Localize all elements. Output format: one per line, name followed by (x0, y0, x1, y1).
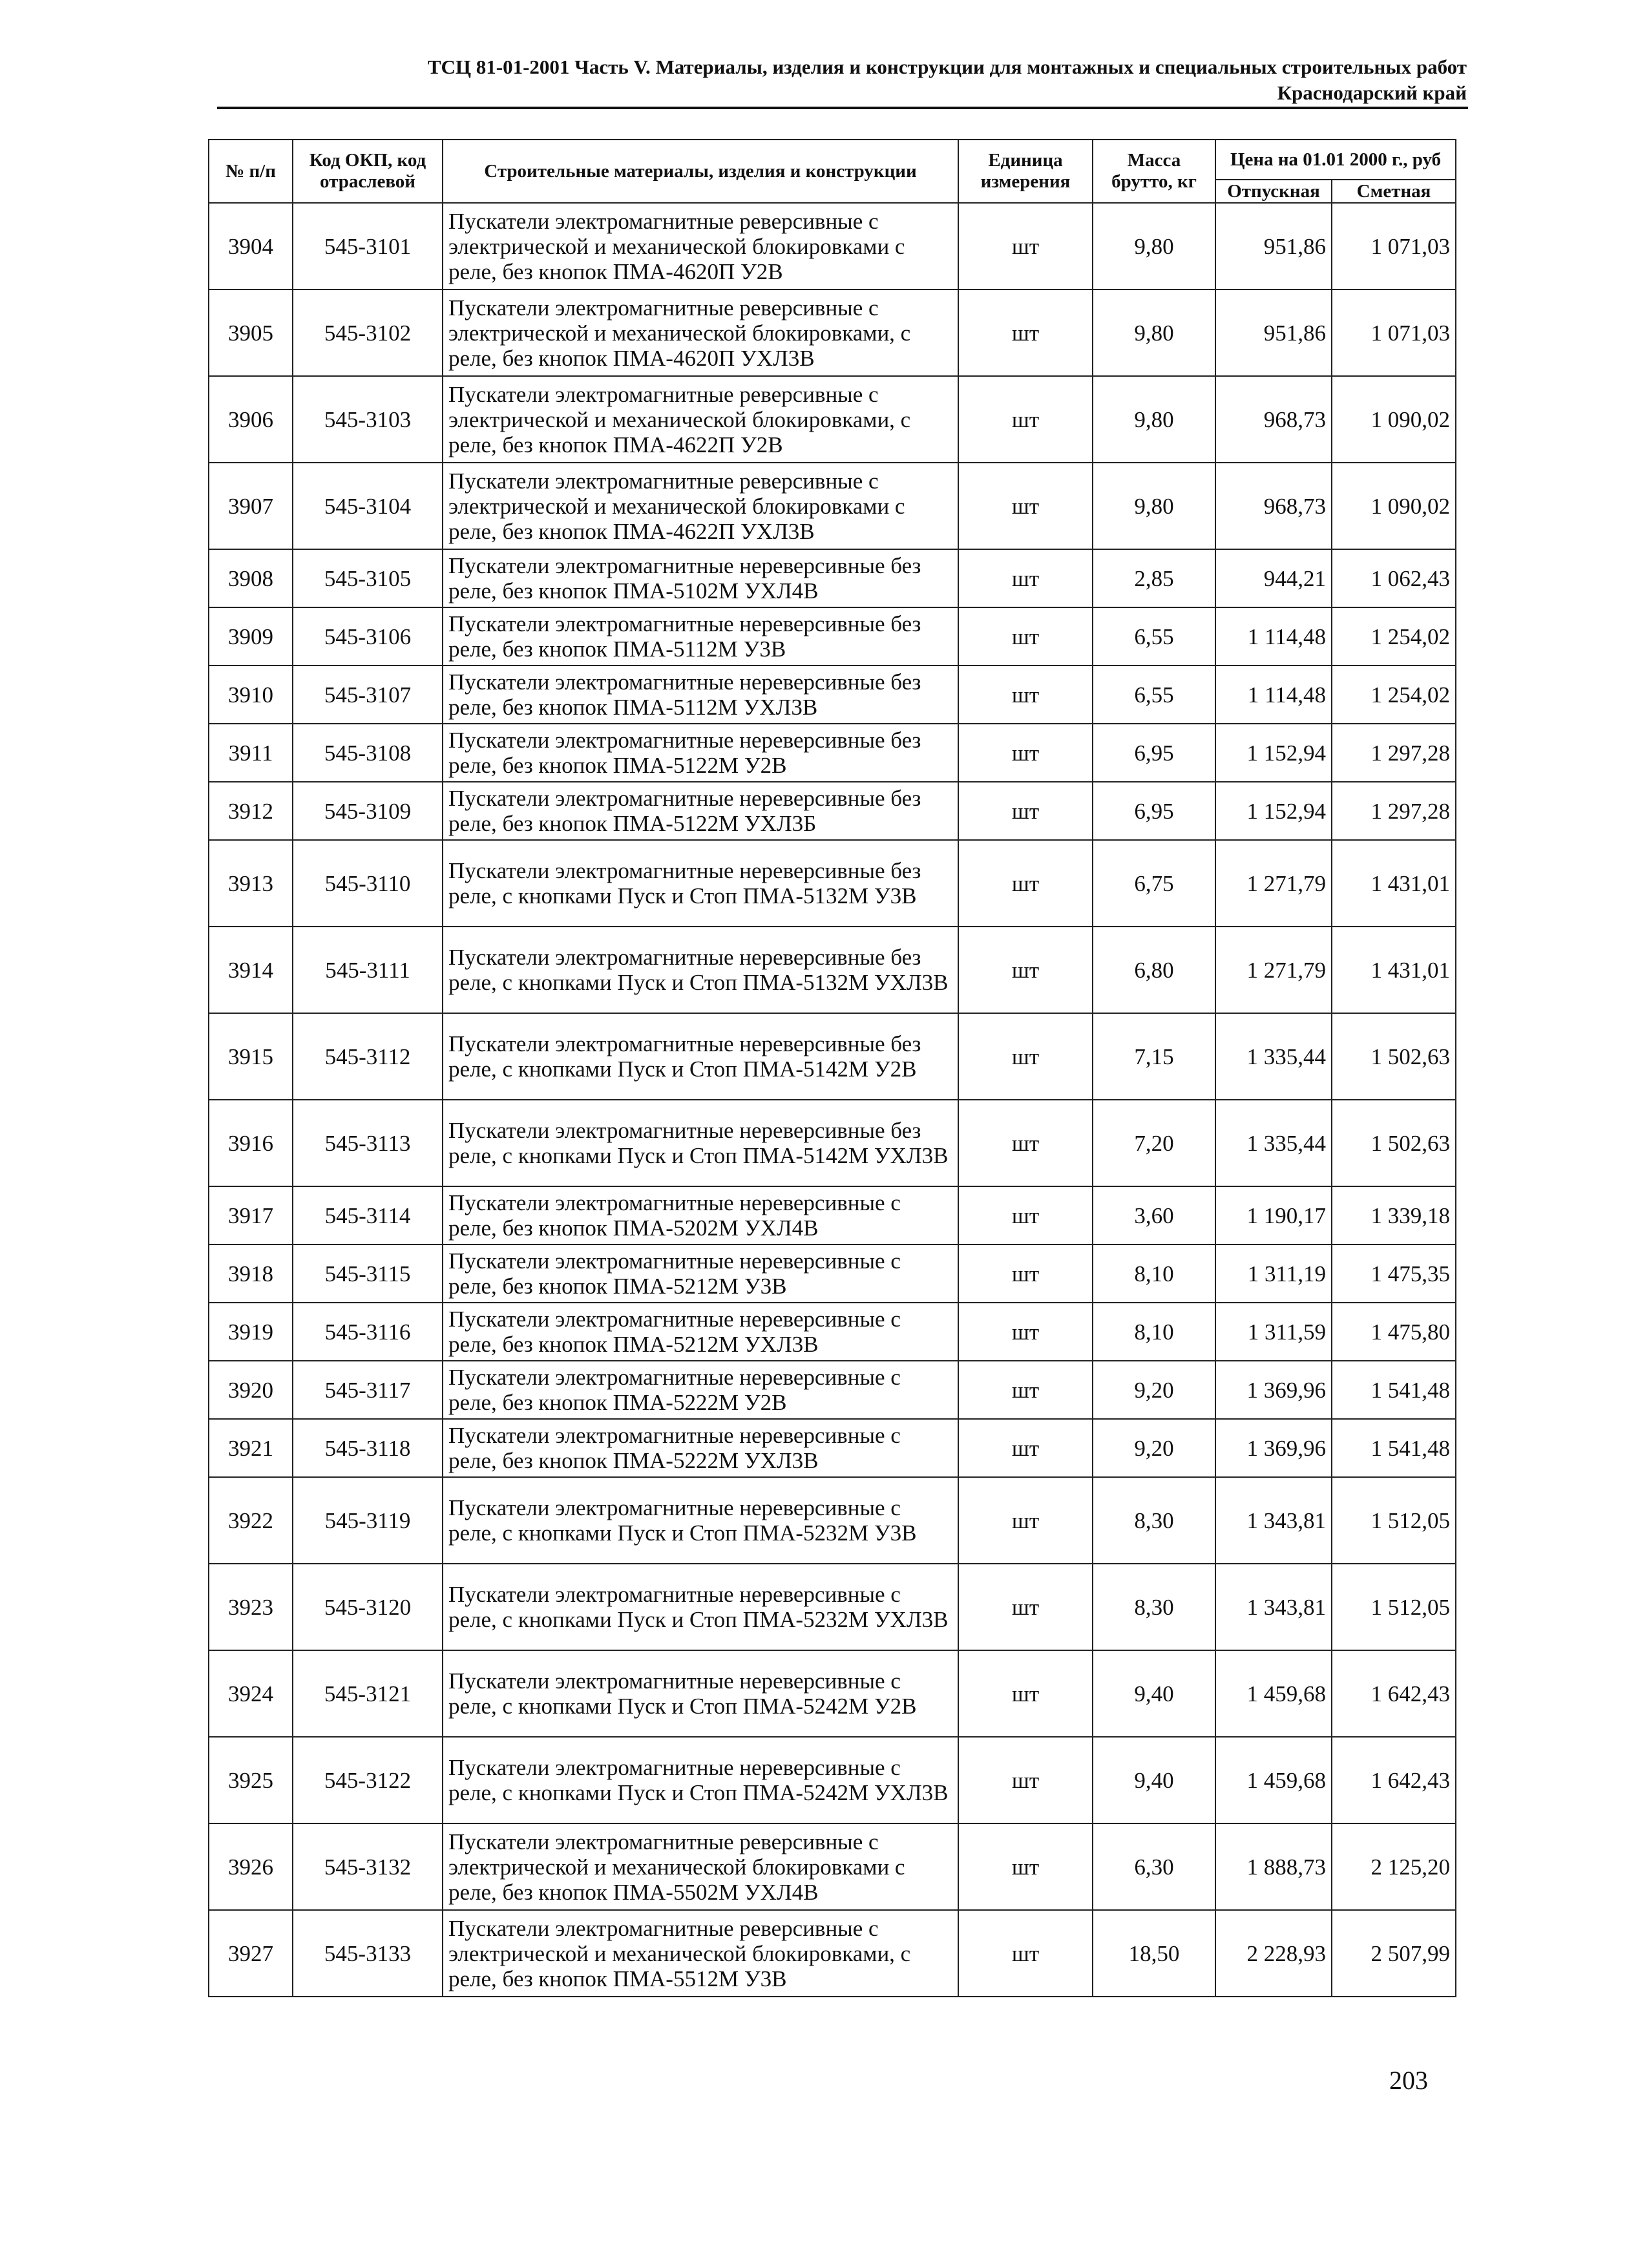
row-number-cell: 3909 (209, 607, 293, 666)
row-code-cell: 545-3112 (293, 1013, 443, 1100)
row-number-cell: 3908 (209, 549, 293, 607)
row-unit-cell: шт (958, 1244, 1093, 1303)
row-mass-cell: 6,80 (1093, 927, 1215, 1013)
row-number-cell: 3916 (209, 1100, 293, 1186)
row-estimate-price-cell: 1 512,05 (1332, 1564, 1456, 1650)
row-estimate-price-cell: 1 541,48 (1332, 1419, 1456, 1477)
row-unit-cell: шт (958, 289, 1093, 376)
row-number-cell: 3927 (209, 1910, 293, 1997)
row-release-price-cell: 1 369,96 (1215, 1419, 1332, 1477)
row-release-price-cell: 951,86 (1215, 203, 1332, 289)
row-code-cell: 545-3105 (293, 549, 443, 607)
table-row (209, 666, 1456, 724)
row-code-cell: 545-3106 (293, 607, 443, 666)
row-code-cell: 545-3102 (293, 289, 443, 376)
row-name-cell: Пускатели электромагнитные нереверсивные с реле, с кнопками Пуск и Стоп ПМА-5242М У2В (443, 1650, 958, 1737)
table-row (209, 549, 1456, 607)
row-release-price-cell: 1 335,44 (1215, 1100, 1332, 1186)
row-release-price-cell: 1 152,94 (1215, 782, 1332, 840)
row-number-cell: 3910 (209, 666, 293, 724)
row-estimate-price-cell: 1 090,02 (1332, 463, 1456, 549)
row-code-cell: 545-3101 (293, 203, 443, 289)
row-estimate-price-cell: 1 475,35 (1332, 1244, 1456, 1303)
row-number-cell: 3906 (209, 376, 293, 463)
row-unit-cell: шт (958, 1823, 1093, 1910)
row-release-price-cell: 1 369,96 (1215, 1361, 1332, 1419)
row-number-cell: 3905 (209, 289, 293, 376)
row-name-cell: Пускатели электромагнитные реверсивные с электрической и механической блокировками с реле, без кнопок ПМА-4620П У2В (443, 203, 958, 289)
row-estimate-price-cell: 2 507,99 (1332, 1910, 1456, 1997)
row-estimate-price-cell: 1 541,48 (1332, 1361, 1456, 1419)
row-unit-cell: шт (958, 203, 1093, 289)
row-unit-cell: шт (958, 782, 1093, 840)
row-mass-cell: 9,40 (1093, 1737, 1215, 1823)
row-mass-cell: 18,50 (1093, 1910, 1215, 1997)
row-release-price-cell: 1 888,73 (1215, 1823, 1332, 1910)
row-release-price-cell: 1 343,81 (1215, 1564, 1332, 1650)
row-code-cell: 545-3119 (293, 1477, 443, 1564)
row-number-cell: 3919 (209, 1303, 293, 1361)
row-code-cell: 545-3107 (293, 666, 443, 724)
row-code-cell: 545-3110 (293, 840, 443, 927)
row-code-cell: 545-3103 (293, 376, 443, 463)
row-mass-cell: 8,10 (1093, 1244, 1215, 1303)
table-row (209, 1910, 1456, 1997)
document-title: ТСЦ 81-01-2001 Часть V. Материалы, изделия и конструкции для монтажных и специальных строительных работ (427, 56, 1467, 78)
row-estimate-price-cell: 1 642,43 (1332, 1650, 1456, 1737)
page-number: 203 (1389, 2066, 1428, 2095)
row-estimate-price-cell: 1 254,02 (1332, 607, 1456, 666)
row-number-cell: 3918 (209, 1244, 293, 1303)
row-code-cell: 545-3132 (293, 1823, 443, 1910)
row-release-price-cell: 944,21 (1215, 549, 1332, 607)
table-row (209, 782, 1456, 840)
row-unit-cell: шт (958, 1100, 1093, 1186)
row-release-price-cell: 951,86 (1215, 289, 1332, 376)
row-name-cell: Пускатели электромагнитные нереверсивные без реле, с кнопками Пуск и Стоп ПМА-5132М У3В (443, 840, 958, 927)
row-number-cell: 3917 (209, 1186, 293, 1244)
column-header-price-release: Отпускная (1215, 180, 1332, 203)
row-estimate-price-cell: 1 062,43 (1332, 549, 1456, 607)
row-release-price-cell: 1 343,81 (1215, 1477, 1332, 1564)
row-unit-cell: шт (958, 927, 1093, 1013)
row-release-price-cell: 1 311,19 (1215, 1244, 1332, 1303)
table-row (209, 607, 1456, 666)
row-unit-cell: шт (958, 840, 1093, 927)
row-release-price-cell: 1 459,68 (1215, 1650, 1332, 1737)
table-row (209, 927, 1456, 1013)
row-unit-cell: шт (958, 666, 1093, 724)
row-estimate-price-cell: 2 125,20 (1332, 1823, 1456, 1910)
row-name-cell: Пускатели электромагнитные нереверсивные с реле, без кнопок ПМА-5202М УХЛ4В (443, 1186, 958, 1244)
row-estimate-price-cell: 1 502,63 (1332, 1013, 1456, 1100)
row-mass-cell: 8,10 (1093, 1303, 1215, 1361)
row-name-cell: Пускатели электромагнитные нереверсивные с реле, без кнопок ПМА-5222М У2В (443, 1361, 958, 1419)
row-code-cell: 545-3108 (293, 724, 443, 782)
row-estimate-price-cell: 1 339,18 (1332, 1186, 1456, 1244)
row-release-price-cell: 2 228,93 (1215, 1910, 1332, 1997)
table-row (209, 1419, 1456, 1477)
column-header-name: Строительные материалы, изделия и конструкции (443, 140, 958, 203)
row-estimate-price-cell: 1 642,43 (1332, 1737, 1456, 1823)
row-name-cell: Пускатели электромагнитные нереверсивные без реле, с кнопками Пуск и Стоп ПМА-5142М УХЛ3В (443, 1100, 958, 1186)
row-mass-cell: 6,55 (1093, 666, 1215, 724)
row-name-cell: Пускатели электромагнитные нереверсивные без реле, без кнопок ПМА-5122М УХЛ3Б (443, 782, 958, 840)
table-row (209, 1737, 1456, 1823)
row-name-cell: Пускатели электромагнитные нереверсивные с реле, без кнопок ПМА-5212М У3В (443, 1244, 958, 1303)
row-code-cell: 545-3113 (293, 1100, 443, 1186)
table-row (209, 1564, 1456, 1650)
column-header-price-estimate: Сметная (1332, 180, 1456, 203)
row-name-cell: Пускатели электромагнитные нереверсивные без реле, с кнопками Пуск и Стоп ПМА-5142М У2В (443, 1013, 958, 1100)
row-unit-cell: шт (958, 1564, 1093, 1650)
row-mass-cell: 9,40 (1093, 1650, 1215, 1737)
row-name-cell: Пускатели электромагнитные нереверсивные с реле, без кнопок ПМА-5212М УХЛ3В (443, 1303, 958, 1361)
table-row (209, 1650, 1456, 1737)
row-unit-cell: шт (958, 1737, 1093, 1823)
row-name-cell: Пускатели электромагнитные реверсивные с электрической и механической блокировками, с реле, без кнопок ПМА-5512М У3В (443, 1910, 958, 1997)
row-mass-cell: 6,55 (1093, 607, 1215, 666)
row-number-cell: 3920 (209, 1361, 293, 1419)
table-row (209, 724, 1456, 782)
row-estimate-price-cell: 1 254,02 (1332, 666, 1456, 724)
row-unit-cell: шт (958, 1186, 1093, 1244)
row-estimate-price-cell: 1 475,80 (1332, 1303, 1456, 1361)
row-release-price-cell: 1 114,48 (1215, 666, 1332, 724)
column-header-mass: Масса брутто, кг (1093, 140, 1215, 203)
row-mass-cell: 9,80 (1093, 203, 1215, 289)
column-header-code: Код ОКП, код отраслевой (293, 140, 443, 203)
row-estimate-price-cell: 1 297,28 (1332, 782, 1456, 840)
row-number-cell: 3907 (209, 463, 293, 549)
row-mass-cell: 7,15 (1093, 1013, 1215, 1100)
row-number-cell: 3915 (209, 1013, 293, 1100)
row-unit-cell: шт (958, 549, 1093, 607)
row-unit-cell: шт (958, 1650, 1093, 1737)
row-number-cell: 3904 (209, 203, 293, 289)
table-row (209, 1823, 1456, 1910)
row-estimate-price-cell: 1 071,03 (1332, 289, 1456, 376)
table-row (209, 1361, 1456, 1419)
row-name-cell: Пускатели электромагнитные нереверсивные без реле, без кнопок ПМА-5112М УХЛ3В (443, 666, 958, 724)
row-name-cell: Пускатели электромагнитные реверсивные с электрической и механической блокировками, с реле, без кнопок ПМА-4622П У2В (443, 376, 958, 463)
row-name-cell: Пускатели электромагнитные реверсивные с электрической и механической блокировками, с реле, без кнопок ПМА-4620П УХЛ3В (443, 289, 958, 376)
row-unit-cell: шт (958, 1361, 1093, 1419)
row-code-cell: 545-3122 (293, 1737, 443, 1823)
row-code-cell: 545-3116 (293, 1303, 443, 1361)
column-header-price-group: Цена на 01.01 2000 г., руб (1215, 140, 1456, 180)
row-code-cell: 545-3118 (293, 1419, 443, 1477)
row-mass-cell: 9,80 (1093, 463, 1215, 549)
row-estimate-price-cell: 1 512,05 (1332, 1477, 1456, 1564)
price-table (208, 139, 1456, 1997)
row-unit-cell: шт (958, 1013, 1093, 1100)
row-code-cell: 545-3117 (293, 1361, 443, 1419)
table-row (209, 203, 1456, 289)
table-row (209, 1013, 1456, 1100)
row-release-price-cell: 1 311,59 (1215, 1303, 1332, 1361)
row-name-cell: Пускатели электромагнитные реверсивные с электрической и механической блокировками с реле, без кнопок ПМА-5502М УХЛ4В (443, 1823, 958, 1910)
table-row (209, 1303, 1456, 1361)
table-body (209, 203, 1456, 1997)
row-estimate-price-cell: 1 431,01 (1332, 840, 1456, 927)
row-unit-cell: шт (958, 376, 1093, 463)
table-row (209, 840, 1456, 927)
table-row (209, 1100, 1456, 1186)
row-release-price-cell: 1 271,79 (1215, 840, 1332, 927)
region-label: Краснодарский край (1277, 81, 1467, 104)
row-mass-cell: 9,20 (1093, 1361, 1215, 1419)
row-mass-cell: 3,60 (1093, 1186, 1215, 1244)
row-mass-cell: 6,95 (1093, 782, 1215, 840)
row-unit-cell: шт (958, 724, 1093, 782)
row-estimate-price-cell: 1 297,28 (1332, 724, 1456, 782)
row-number-cell: 3912 (209, 782, 293, 840)
column-header-unit: Единица измерения (958, 140, 1093, 203)
row-release-price-cell: 1 114,48 (1215, 607, 1332, 666)
row-release-price-cell: 1 271,79 (1215, 927, 1332, 1013)
row-number-cell: 3914 (209, 927, 293, 1013)
row-name-cell: Пускатели электромагнитные нереверсивные с реле, с кнопками Пуск и Стоп ПМА-5232М У3В (443, 1477, 958, 1564)
row-number-cell: 3913 (209, 840, 293, 927)
row-name-cell: Пускатели электромагнитные нереверсивные с реле, без кнопок ПМА-5222М УХЛ3В (443, 1419, 958, 1477)
row-release-price-cell: 1 152,94 (1215, 724, 1332, 782)
row-number-cell: 3924 (209, 1650, 293, 1737)
row-code-cell: 545-3120 (293, 1564, 443, 1650)
row-name-cell: Пускатели электромагнитные нереверсивные без реле, без кнопок ПМА-5112М У3В (443, 607, 958, 666)
row-unit-cell: шт (958, 463, 1093, 549)
row-code-cell: 545-3111 (293, 927, 443, 1013)
table-row (209, 463, 1456, 549)
row-estimate-price-cell: 1 502,63 (1332, 1100, 1456, 1186)
row-code-cell: 545-3121 (293, 1650, 443, 1737)
column-header-num: № п/п (209, 140, 293, 203)
row-mass-cell: 9,80 (1093, 376, 1215, 463)
row-release-price-cell: 1 459,68 (1215, 1737, 1332, 1823)
row-unit-cell: шт (958, 1303, 1093, 1361)
row-number-cell: 3923 (209, 1564, 293, 1650)
row-release-price-cell: 968,73 (1215, 463, 1332, 549)
row-mass-cell: 9,20 (1093, 1419, 1215, 1477)
row-name-cell: Пускатели электромагнитные реверсивные с электрической и механической блокировками с реле, без кнопок ПМА-4622П УХЛ3В (443, 463, 958, 549)
row-name-cell: Пускатели электромагнитные нереверсивные с реле, с кнопками Пуск и Стоп ПМА-5242М УХЛ3В (443, 1737, 958, 1823)
row-mass-cell: 7,20 (1093, 1100, 1215, 1186)
table-row (209, 1244, 1456, 1303)
row-name-cell: Пускатели электромагнитные нереверсивные с реле, с кнопками Пуск и Стоп ПМА-5232М УХЛ3В (443, 1564, 958, 1650)
row-code-cell: 545-3104 (293, 463, 443, 549)
row-unit-cell: шт (958, 1910, 1093, 1997)
table-row (209, 376, 1456, 463)
row-name-cell: Пускатели электромагнитные нереверсивные без реле, без кнопок ПМА-5102М УХЛ4В (443, 549, 958, 607)
header-divider (217, 107, 1468, 109)
row-mass-cell: 6,75 (1093, 840, 1215, 927)
row-mass-cell: 8,30 (1093, 1477, 1215, 1564)
row-mass-cell: 6,95 (1093, 724, 1215, 782)
row-name-cell: Пускатели электромагнитные нереверсивные без реле, с кнопками Пуск и Стоп ПМА-5132М УХЛ3В (443, 927, 958, 1013)
row-code-cell: 545-3115 (293, 1244, 443, 1303)
row-code-cell: 545-3109 (293, 782, 443, 840)
row-estimate-price-cell: 1 431,01 (1332, 927, 1456, 1013)
table-row (209, 1186, 1456, 1244)
row-number-cell: 3925 (209, 1737, 293, 1823)
row-mass-cell: 9,80 (1093, 289, 1215, 376)
row-release-price-cell: 1 190,17 (1215, 1186, 1332, 1244)
row-mass-cell: 8,30 (1093, 1564, 1215, 1650)
row-number-cell: 3922 (209, 1477, 293, 1564)
row-unit-cell: шт (958, 1419, 1093, 1477)
row-name-cell: Пускатели электромагнитные нереверсивные без реле, без кнопок ПМА-5122М У2В (443, 724, 958, 782)
row-estimate-price-cell: 1 090,02 (1332, 376, 1456, 463)
row-release-price-cell: 968,73 (1215, 376, 1332, 463)
row-code-cell: 545-3133 (293, 1910, 443, 1997)
row-unit-cell: шт (958, 1477, 1093, 1564)
row-number-cell: 3911 (209, 724, 293, 782)
row-mass-cell: 6,30 (1093, 1823, 1215, 1910)
row-unit-cell: шт (958, 607, 1093, 666)
row-mass-cell: 2,85 (1093, 549, 1215, 607)
row-release-price-cell: 1 335,44 (1215, 1013, 1332, 1100)
row-number-cell: 3926 (209, 1823, 293, 1910)
row-estimate-price-cell: 1 071,03 (1332, 203, 1456, 289)
row-number-cell: 3921 (209, 1419, 293, 1477)
row-code-cell: 545-3114 (293, 1186, 443, 1244)
table-row (209, 1477, 1456, 1564)
table-row (209, 289, 1456, 376)
